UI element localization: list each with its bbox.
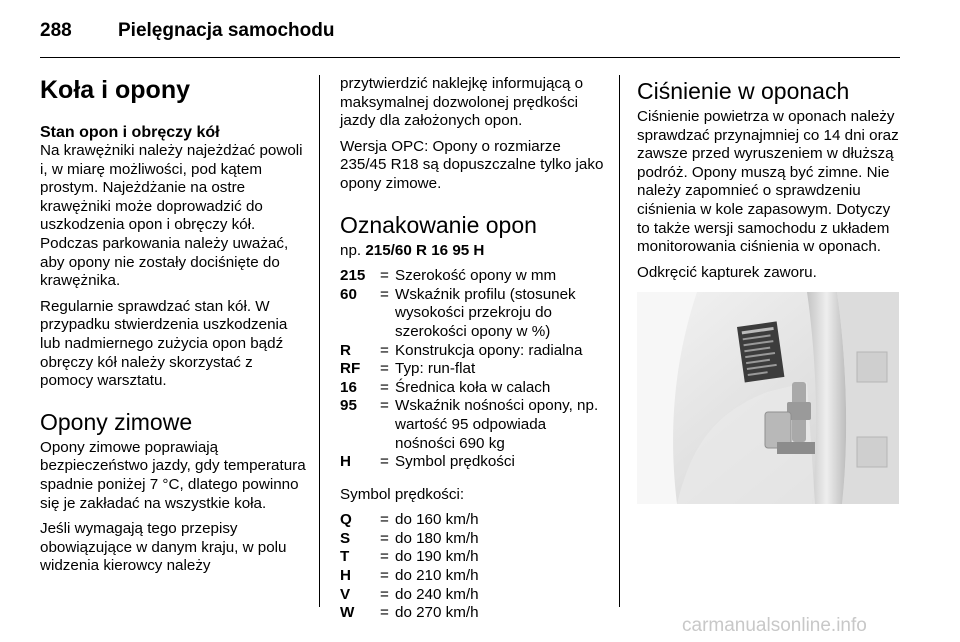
watermark: carmanualsonline.info [682, 615, 867, 636]
section-heading: Opony zimowe [40, 408, 193, 435]
list-item: V = do 240 km/h [340, 585, 479, 603]
column-3 [637, 75, 901, 504]
paragraph: Wersja OPC: Opony o rozmiarze 235/45 R18 są dopuszczalne tylko jako opony zimowe. [340, 137, 604, 192]
column-divider [319, 75, 320, 607]
column-1 [40, 75, 308, 583]
header-rule [40, 57, 900, 58]
list-item: T = do 190 km/h [340, 548, 479, 566]
list-item: 60 = Wskaźnik profilu (stosunek wysokości przekroju do szerokości opony w %) [340, 285, 576, 340]
column-2 [340, 75, 605, 630]
paragraph: Ciśnienie powietrza w oponach należy sprawdzać przynajmniej co 14 dni oraz zawsze przed wyruszeniem w dłuższą podróż. Opony muszą być zimne. Nie należy zapomnieć o sprawdzeniu ciśnienia w kole zapasowym. Dotyczy to także wersji samochodu z układem monitorowania ciśnienia w oponach. [637, 108, 899, 256]
paragraph: Na krawężniki należy najeżdżać powoli i, w miarę możliwości, pod kątem prostym. Najeżdżanie na ostre krawężniki może doprowadzić do uszkodzenia opon i obręczy kół. Podczas parkowania należy uważać, aby opony nie zostały dociśnięte do krawężnika. [40, 142, 303, 290]
list-item: 215 = Szerokość opony w mm [340, 267, 557, 285]
list-item: W = do 270 km/h [340, 604, 479, 622]
paragraph: przytwierdzić naklejkę informującą o maksymalnej dozwolonej prędkości jazdy dla założonych opon. [340, 75, 584, 130]
chapter-title: Koła i opony [40, 76, 190, 104]
tire-pressure-label-photo [637, 292, 899, 504]
list-item: H = Symbol prędkości [340, 453, 515, 471]
tire-marking-list [340, 267, 605, 472]
tire-code: 215/60 R 16 95 H [365, 241, 485, 259]
speed-symbol-heading: Symbol prędkości: [340, 485, 465, 503]
speed-symbol-list [340, 511, 605, 623]
paragraph: Regularnie sprawdzać stan kół. W przypadku stwierdzenia uszkodzenia lub nadmiernego zużycia opon bądź obręczy kół należy skorzystać z pomocy warsztatu. [40, 297, 288, 390]
paragraph: Odkręcić kapturek zaworu. [637, 263, 817, 281]
list-item: 16 = Średnica koła w calach [340, 378, 551, 396]
list-item: S = do 180 km/h [340, 529, 479, 547]
paragraph: Jeśli wymagają tego przepisy obowiązujące w danym kraju, w polu widzenia kierowcy należy [40, 520, 287, 575]
list-item: 95 = Wskaźnik nośności opony, np. wartość 95 odpowiada nośności 690 kg [340, 397, 599, 452]
list-item: Q = do 160 km/h [340, 511, 479, 529]
list-item: H = do 210 km/h [340, 567, 479, 585]
column-divider [619, 75, 620, 607]
list-item: R = Konstrukcja opony: radialna [340, 341, 583, 359]
page-number: 288 [40, 20, 72, 41]
paragraph: Opony zimowe poprawiają bezpieczeństwo jazdy, gdy temperatura spadnie poniżej 7 °C, dlatego powinno się je zakładać na wszystkie koła. [40, 438, 306, 512]
section-heading: Ciśnienie w oponach [637, 78, 850, 104]
section-title: Pielęgnacja samochodu [118, 20, 335, 41]
list-item: RF = Typ: run-flat [340, 360, 476, 378]
section-heading: Oznakowanie opon [340, 211, 537, 238]
subsection-heading: Stan opon i obręczy kół [40, 124, 220, 141]
tire-code-example: np. 215/60 R 16 95 H [340, 241, 485, 259]
